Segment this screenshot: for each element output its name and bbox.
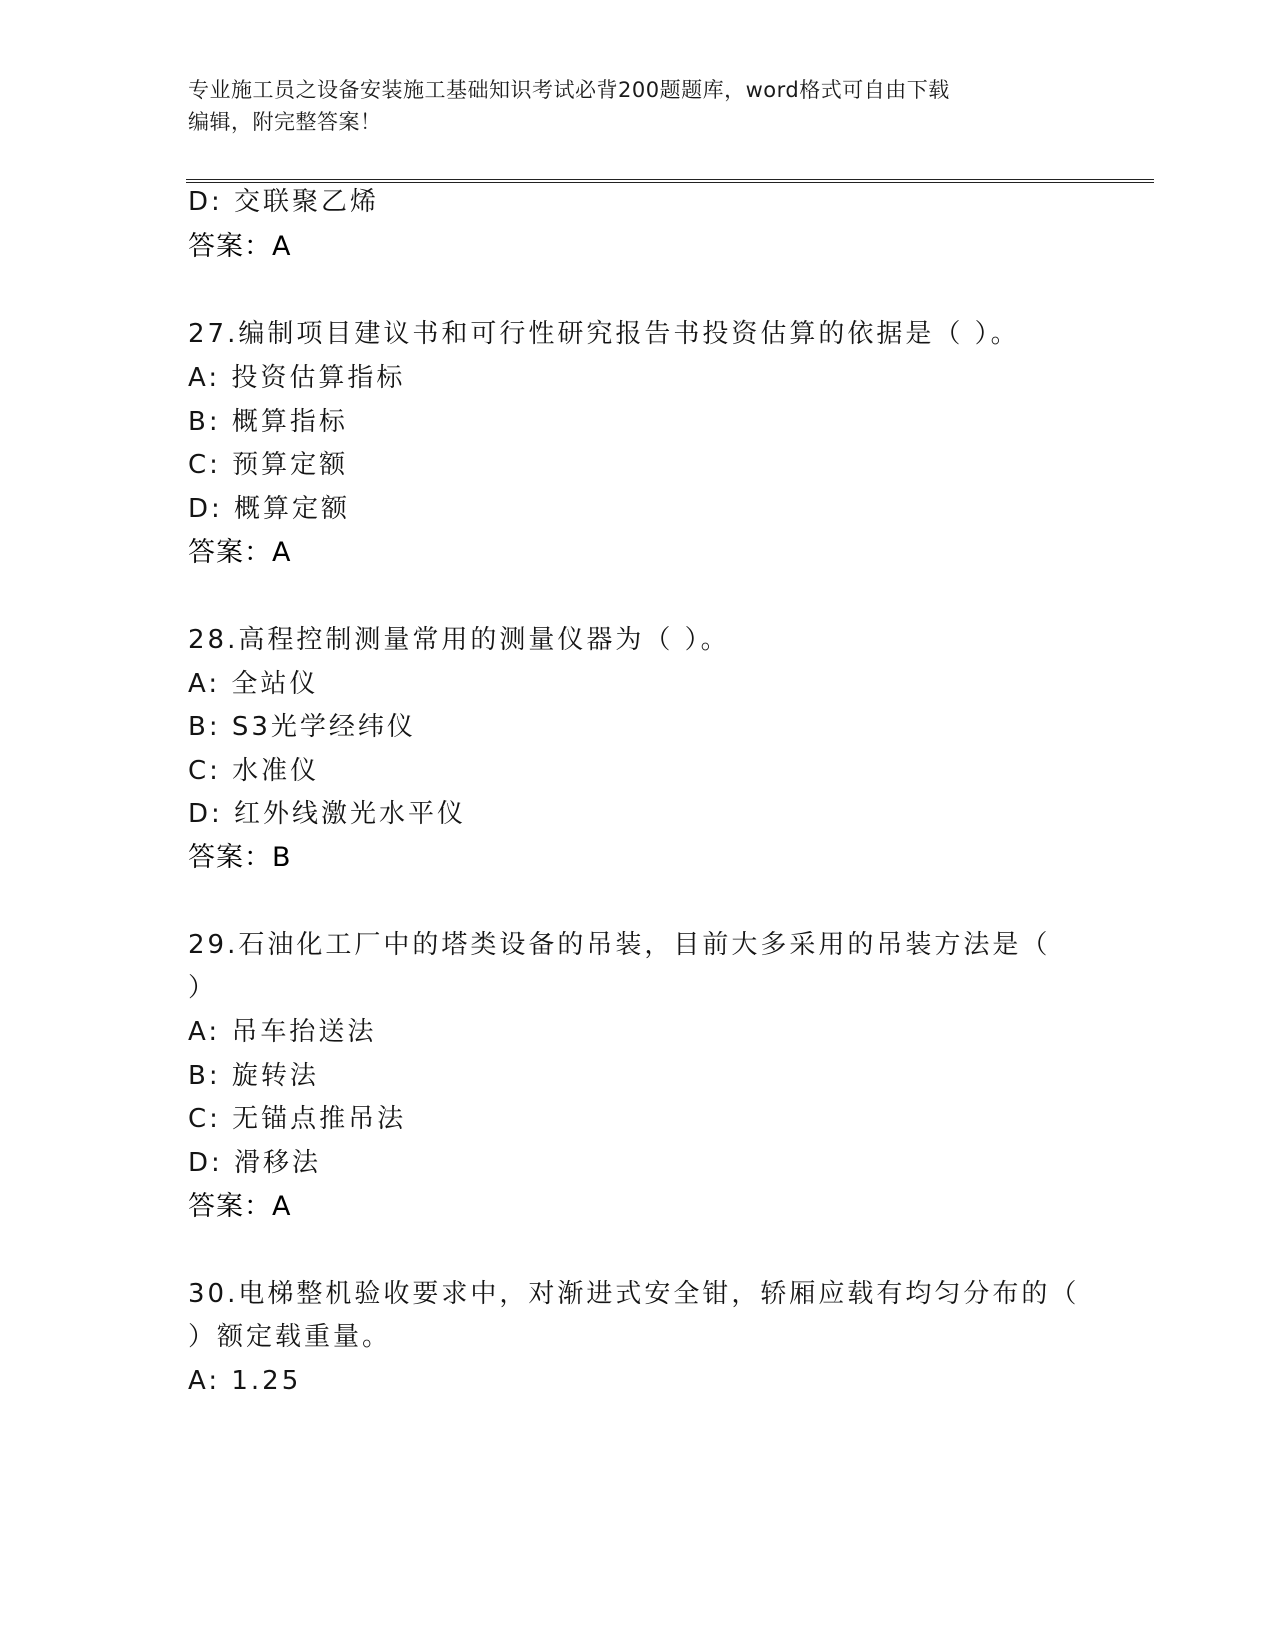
- q29-option-c: C: 无锚点推吊法: [188, 1104, 407, 1134]
- document-header: [188, 74, 1088, 138]
- q28-answer: 答案：B: [188, 842, 292, 873]
- q27-answer: 答案：A: [188, 537, 292, 568]
- q29-stem-line-2: ）: [188, 973, 218, 1003]
- q27-option-c: C: 预算定额: [188, 450, 349, 480]
- q29-stem-line-1: 29.石油化工厂中的塔类设备的吊装，目前大多采用的吊装方法是（: [188, 930, 1051, 960]
- q28-option-a: A: 全站仪: [188, 669, 319, 699]
- header-divider: [186, 179, 1154, 183]
- q30-stem-line-1: 30.电梯整机验收要求中，对渐进式安全钳，轿厢应载有均匀分布的（: [188, 1279, 1080, 1309]
- q28-option-d: D: 红外线激光水平仪: [188, 799, 467, 829]
- q29-answer: 答案：A: [188, 1191, 292, 1222]
- q29-option-a: A: 吊车抬送法: [188, 1017, 377, 1047]
- q29-option-d: D: 滑移法: [188, 1148, 322, 1178]
- q27-stem: 27.编制项目建议书和可行性研究报告书投资估算的依据是（ ）。: [188, 319, 1020, 349]
- q27-option-b: B: 概算指标: [188, 407, 348, 437]
- q29-option-b: B: 旋转法: [188, 1061, 319, 1091]
- q26-answer: 答案：A: [188, 231, 292, 262]
- q28-option-c: C: 水准仪: [188, 756, 320, 786]
- q27-option-a: A: 投资估算指标: [188, 363, 406, 393]
- q30-stem-line-2: ）额定载重量。: [188, 1322, 392, 1352]
- header-line-2: 编辑，附完整答案！: [188, 110, 382, 134]
- q27-option-d: D: 概算定额: [188, 494, 351, 524]
- q28-stem: 28.高程控制测量常用的测量仪器为（ ）。: [188, 625, 730, 655]
- header-line-1: 专业施工员之设备安装施工基础知识考试必背200题题库，word格式可自由下载: [188, 78, 950, 102]
- q26-option-d: D: 交联聚乙烯: [188, 187, 380, 217]
- q30-option-a: A: 1.25: [188, 1366, 302, 1396]
- q28-option-b: B: S3光学经纬仪: [188, 712, 416, 742]
